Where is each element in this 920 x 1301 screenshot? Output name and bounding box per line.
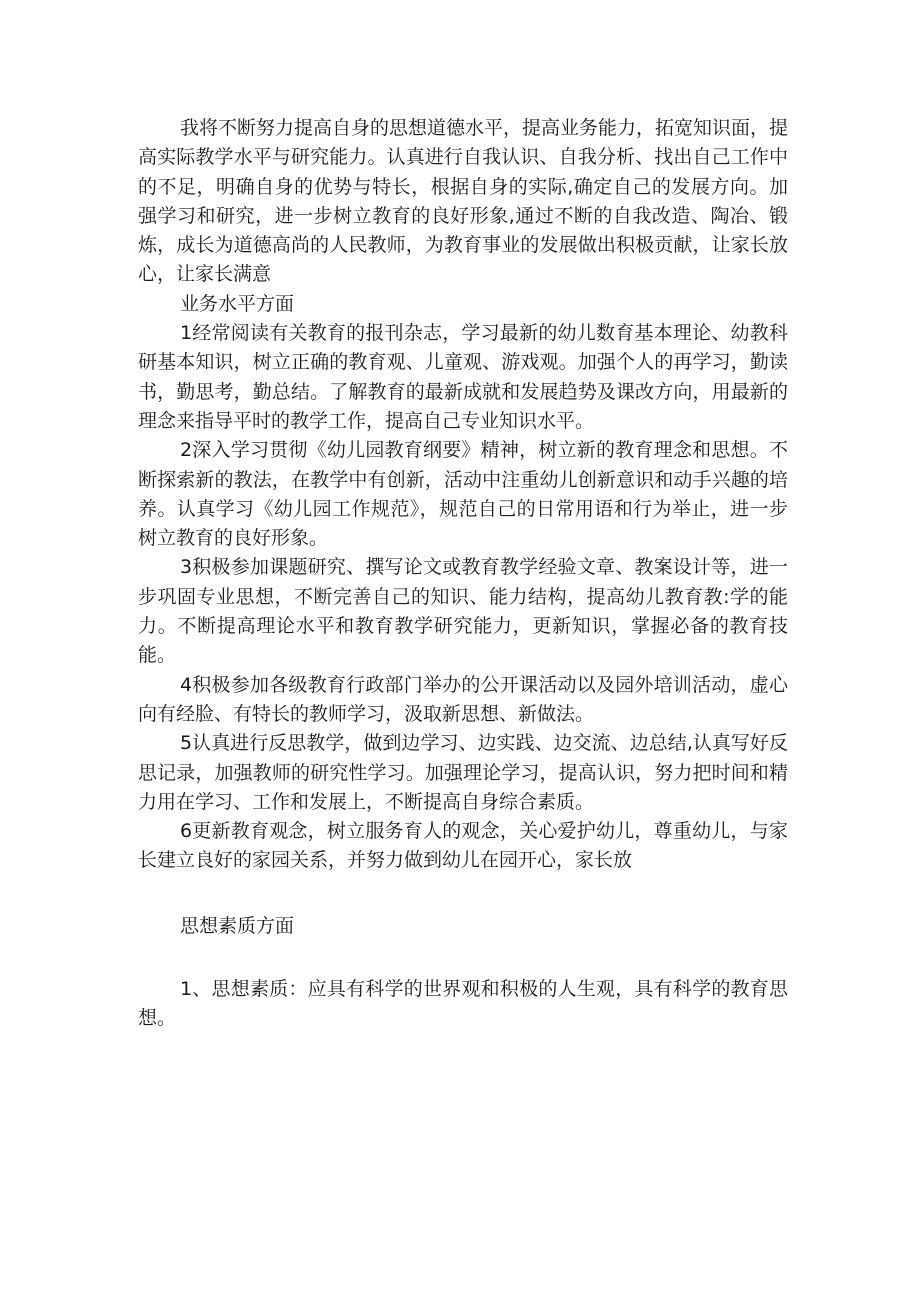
list-item: 1经常阅读有关教育的报刊杂志，学习最新的幼儿数育基本理论、幼教科研基本知识，树立正确的教育观、儿童观、游戏观。加强个人的再学习，勤读书，勤思考，勤总结。了解教育的最新成就和发展趋势及课改方向，用最新的理念来指导平时的教学工作，提高自己专业知识水平。 <box>138 322 788 432</box>
list-item: 5认真进行反思教学，做到边学习、边实践、边交流、边总结,认真写好反思记录，加强教师的研究性学习。加强理论学习，提高认识，努力把时间和精力用在学习、工作和发展上，不断提高自身综合素质。 <box>138 732 788 813</box>
section-heading-ideology: 思想素质方面 <box>180 914 295 937</box>
ideology-item: 1、思想素质：应具有科学的世界观和积极的人生观，具有科学的教育思想。 <box>138 978 788 1030</box>
document-page <box>138 114 788 1034</box>
list-item: 6更新教育观念，树立服务育人的观念，关心爱护幼儿，尊重幼儿，与家长建立良好的家园关系，并努力做到幼儿在园开心，家长放 <box>138 820 788 872</box>
intro-paragraph: 我将不断努力提高自身的思想道德水平，提高业务能力，拓宽知识面，提高实际教学水平与研究能力。认真进行自我认识、自我分析、找出自己工作中的不足，明确自身的优势与特长，根据自身的实际,确定自己的发展方向。加强学习和研究，进一步树立教育的良好形象,通过不断的自我改造、陶冶、锻炼，成长为道德高尚的人民教师，为教育事业的发展做出积极贡献，让家长放心，让家长满意 <box>138 117 789 286</box>
list-item: 3积极参加课题研究、撰写论文或教育教学经验文章、教案设计等，进一步巩固专业思想，不断完善自己的知识、能力结构，提高幼儿教育教:学的能力。不断提高理论水平和教育教学研究能力，更新知识，掌握必备的教育技能。 <box>138 556 788 667</box>
section-heading-business: 业务水平方面 <box>180 292 295 315</box>
list-item: 2深入学习贯彻《幼儿园教育纲要》精神，树立新的教育理念和思想。不断探索新的教法，在教学中有创新，活动中注重幼儿创新意识和动手兴趣的培养。认真学习《幼儿园工作规范》，规范自己的日常用语和行为举止，进一步树立教育的良好形象。 <box>138 439 788 550</box>
list-item: 4积极参加各级教育行政部门举办的公开课活动以及园外培训活动，虚心向有经脸、有特长的教师学习，汲取新思想、新做法。 <box>138 673 788 725</box>
